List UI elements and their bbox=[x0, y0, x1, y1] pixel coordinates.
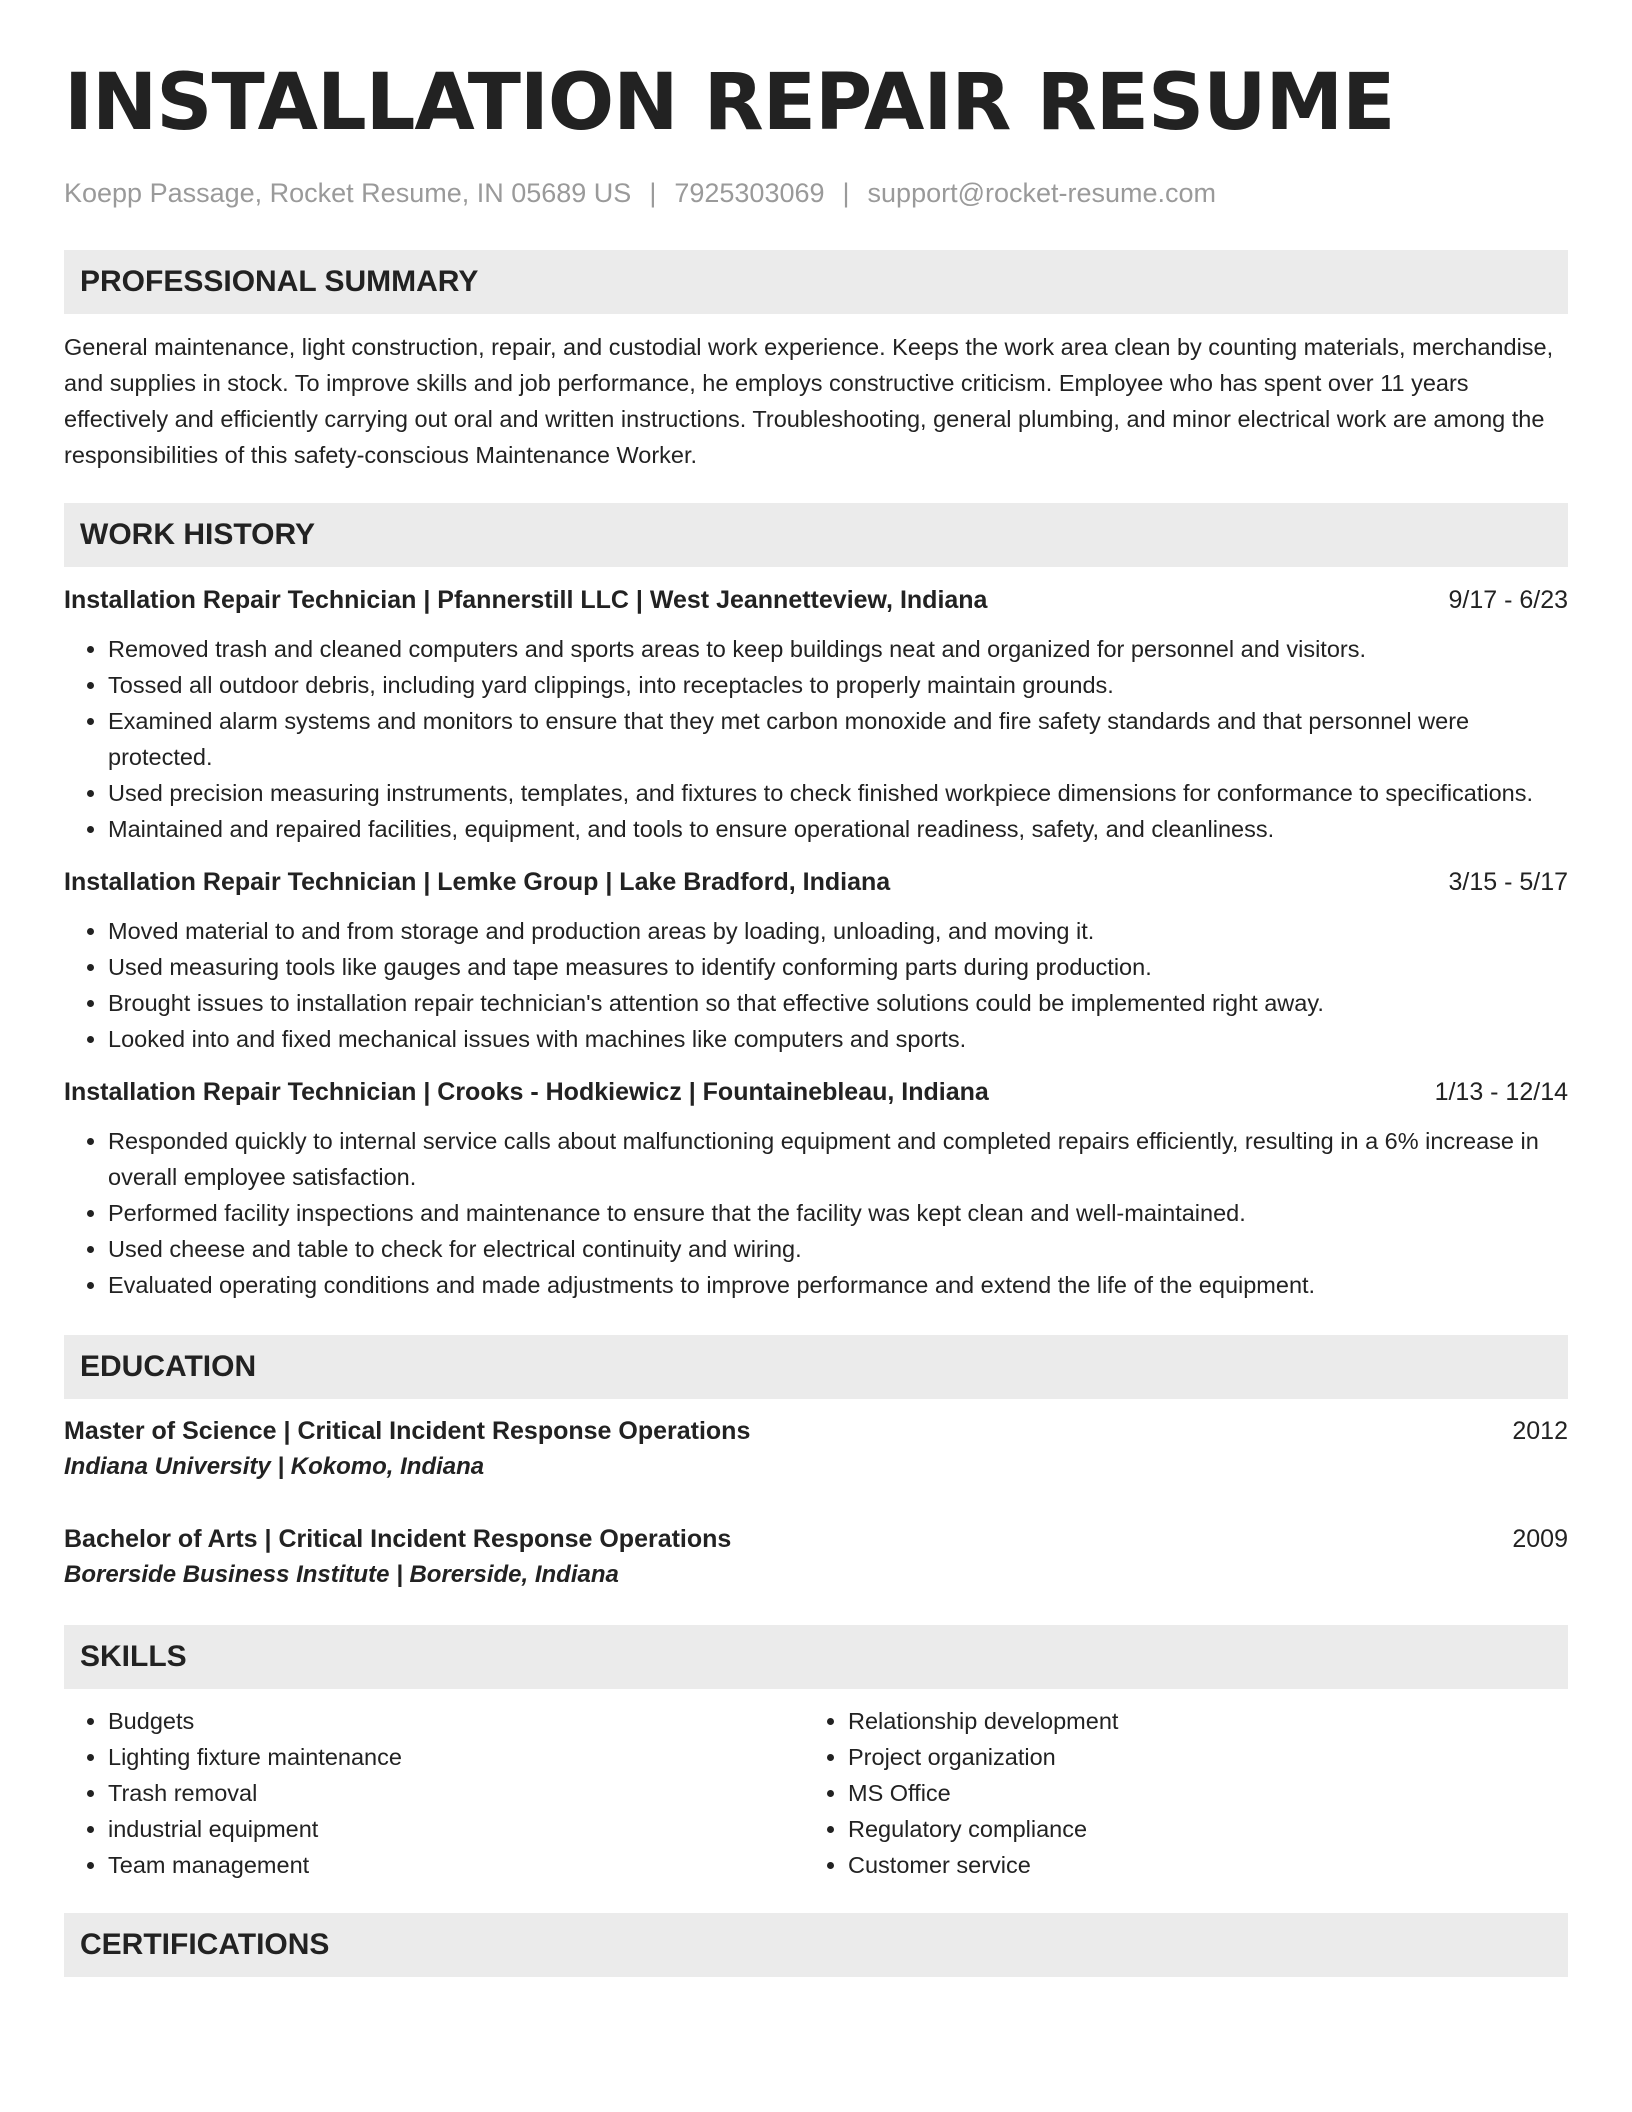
list-item: • Used precision measuring instruments, templates, and fixtures to check finished workpiece dimensions for conformance to specifications. bbox=[108, 775, 1568, 811]
skill-item: • MS Office bbox=[848, 1775, 1544, 1811]
job-title: Installation Repair Technician | Lemke Group | Lake Bradford, Indiana bbox=[64, 868, 891, 896]
resume-title: INSTALLATION REPAIR RESUME bbox=[64, 58, 1395, 148]
list-item: • Responded quickly to internal service calls about malfunctioning equipment and completed repairs efficiently, resulting in a 6% increase in overall employee satisfaction. bbox=[108, 1123, 1568, 1195]
education-degree: Master of Science | Critical Incident Response Operations bbox=[64, 1417, 751, 1445]
skill-item: • Customer service bbox=[848, 1847, 1544, 1883]
skill-item: • Lighting fixture maintenance bbox=[108, 1739, 804, 1775]
section-header-skills: SKILLS bbox=[64, 1625, 1568, 1689]
list-item: • Looked into and fixed mechanical issues with machines like computers and sports. bbox=[108, 1021, 1568, 1057]
job-dates: 3/15 - 5/17 bbox=[1448, 868, 1568, 896]
skills-grid bbox=[64, 1703, 1568, 1883]
job-dates: 1/13 - 12/14 bbox=[1434, 1078, 1568, 1106]
list-item: • Used measuring tools like gauges and tape measures to identify conforming parts during production. bbox=[108, 949, 1568, 985]
job-dates: 9/17 - 6/23 bbox=[1448, 586, 1568, 614]
section-header-work-history: WORK HISTORY bbox=[64, 503, 1568, 567]
education-year: 2009 bbox=[1512, 1525, 1568, 1553]
section-header-summary: PROFESSIONAL SUMMARY bbox=[64, 250, 1568, 314]
skill-item: • industrial equipment bbox=[108, 1811, 804, 1847]
education-entry bbox=[64, 1413, 1568, 1485]
job-title: Installation Repair Technician | Pfannerstill LLC | West Jeannetteview, Indiana bbox=[64, 586, 988, 614]
contact-email: support@rocket-resume.com bbox=[867, 178, 1217, 208]
section-header-education: EDUCATION bbox=[64, 1335, 1568, 1399]
education-school: Borerside Business Institute | Borerside, Indiana bbox=[64, 1561, 619, 1588]
education-school: Indiana University | Kokomo, Indiana bbox=[64, 1453, 485, 1480]
list-item: • Used cheese and table to check for electrical continuity and wiring. bbox=[108, 1231, 1568, 1267]
education-entry bbox=[64, 1521, 1568, 1593]
skill-item: • Regulatory compliance bbox=[848, 1811, 1544, 1847]
list-item: • Brought issues to installation repair technician's attention so that effective solutions could be implemented right away. bbox=[108, 985, 1568, 1021]
skills-list-right bbox=[804, 1703, 1544, 1883]
skills-list-left bbox=[64, 1703, 804, 1883]
skill-item: • Relationship development bbox=[848, 1703, 1544, 1739]
contact-separator: | bbox=[649, 178, 657, 208]
contact-phone: 7925303069 bbox=[674, 178, 825, 208]
education-header bbox=[64, 1521, 1568, 1557]
education-header bbox=[64, 1413, 1568, 1449]
list-item: • Moved material to and from storage and production areas by loading, unloading, and moving it. bbox=[108, 913, 1568, 949]
job-entry bbox=[64, 865, 1568, 1057]
job-entry bbox=[64, 1075, 1568, 1303]
list-item: • Evaluated operating conditions and made adjustments to improve performance and extend the life of the equipment. bbox=[108, 1267, 1568, 1303]
skill-item: • Trash removal bbox=[108, 1775, 804, 1811]
contact-address: Koepp Passage, Rocket Resume, IN 05689 US bbox=[64, 178, 632, 208]
list-item: • Tossed all outdoor debris, including yard clippings, into receptacles to properly maintain grounds. bbox=[108, 667, 1568, 703]
job-bullets bbox=[64, 631, 1568, 847]
job-header bbox=[64, 1075, 1568, 1109]
job-header bbox=[64, 583, 1568, 617]
job-title: Installation Repair Technician | Crooks - Hodkiewicz | Fountainebleau, Indiana bbox=[64, 1078, 989, 1106]
job-entry bbox=[64, 583, 1568, 847]
skill-item: • Team management bbox=[108, 1847, 804, 1883]
skill-item: • Project organization bbox=[848, 1739, 1544, 1775]
job-header bbox=[64, 865, 1568, 899]
skill-item: • Budgets bbox=[108, 1703, 804, 1739]
education-year: 2012 bbox=[1512, 1417, 1568, 1445]
contact-line bbox=[64, 176, 1568, 210]
list-item: • Performed facility inspections and maintenance to ensure that the facility was kept clean and well-maintained. bbox=[108, 1195, 1568, 1231]
job-bullets bbox=[64, 1123, 1568, 1303]
education-degree: Bachelor of Arts | Critical Incident Response Operations bbox=[64, 1525, 732, 1553]
list-item: • Maintained and repaired facilities, equipment, and tools to ensure operational readiness, safety, and cleanliness. bbox=[108, 811, 1568, 847]
contact-separator: | bbox=[842, 178, 850, 208]
list-item: • Examined alarm systems and monitors to ensure that they met carbon monoxide and fire safety standards and that personnel were protected. bbox=[108, 703, 1568, 775]
section-header-certifications: CERTIFICATIONS bbox=[64, 1913, 1568, 1977]
summary-text: General maintenance, light construction, repair, and custodial work experience. Keeps the work area clean by counting materials, merchandise, and supplies in stock. To improve skills and job performance, he employs constructive criticism. Employee who has spent over 11 years effectively and efficiently carrying out oral and written instructions. Troubleshooting, general plumbing, and minor electrical work are among the responsibilities of this safety-conscious Maintenance Worker. bbox=[64, 334, 1554, 468]
list-item: • Removed trash and cleaned computers and sports areas to keep buildings neat and organized for personnel and visitors. bbox=[108, 631, 1568, 667]
job-bullets bbox=[64, 913, 1568, 1057]
